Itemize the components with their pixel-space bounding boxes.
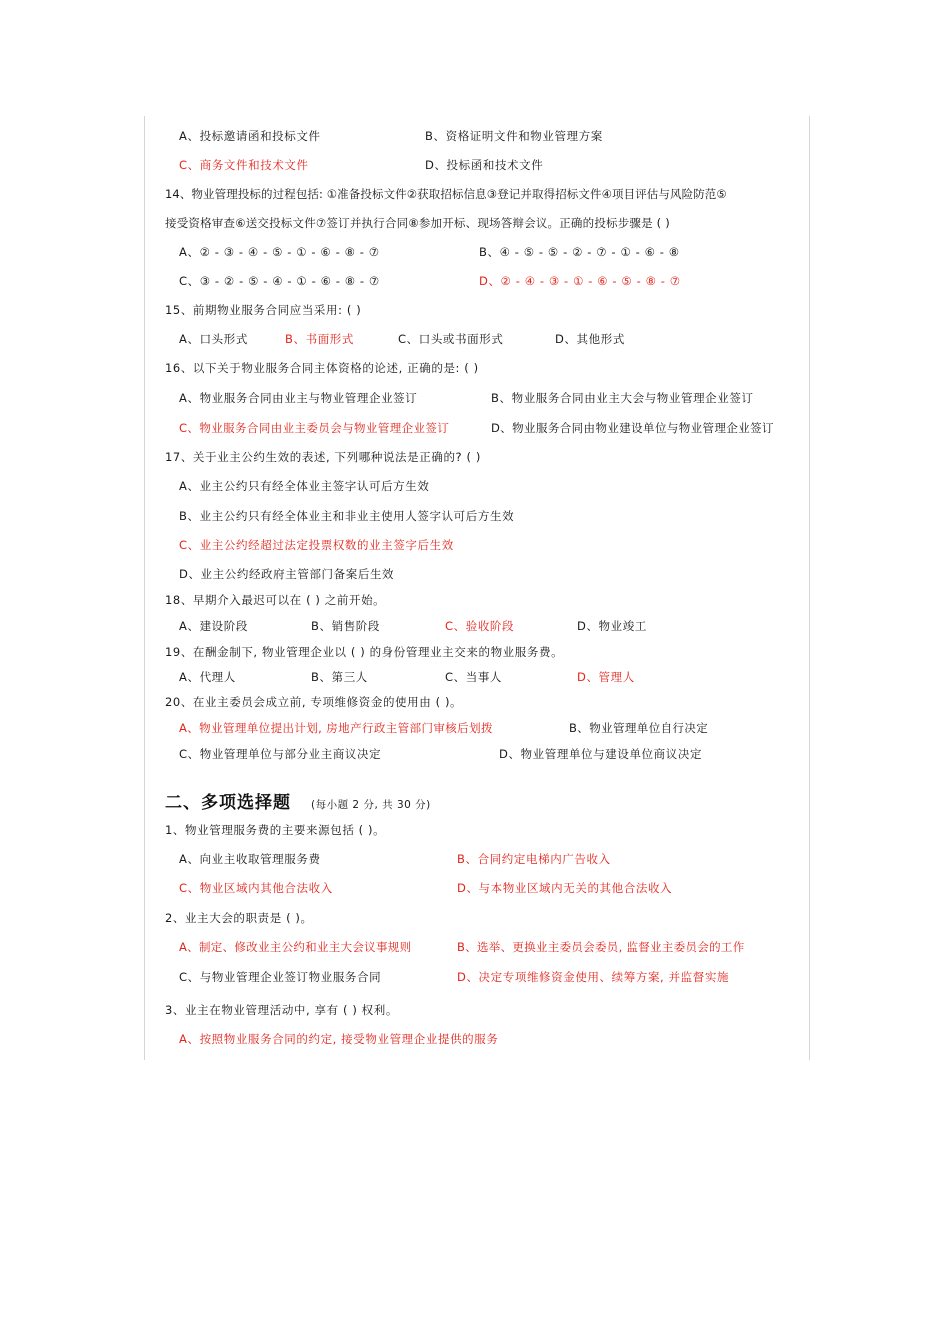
q17-option-c-answer: C、业主公约经超过法定投票权数的业主签字后生效: [179, 538, 454, 552]
q14-option-c: C、③ - ② - ⑤ - ④ - ① - ⑥ - ⑧ - ⑦: [179, 274, 380, 288]
m1-option-a: A、向业主收取管理服务费: [179, 852, 321, 866]
q16-option-b: B、物业服务合同由业主大会与物业管理企业签订: [491, 391, 754, 405]
m1-option-b-answer: B、合同约定电梯内广告收入: [457, 852, 611, 866]
m2-option-a-answer: A、制定、修改业主公约和业主大会议事规则: [179, 940, 412, 954]
q15-option-c: C、口头或书面形式: [398, 332, 504, 346]
q20-option-d: D、物业管理单位与建设单位商议决定: [499, 747, 703, 761]
m2-option-c: C、与物业管理企业签订物业服务合同: [179, 970, 382, 984]
q18-option-a: A、建设阶段: [179, 619, 248, 633]
q20-option-a-answer: A、物业管理单位提出计划, 房地产行政主管部门审核后划拨: [179, 721, 493, 735]
m2-option-b-answer: B、选举、更换业主委员会委员, 监督业主委员会的工作: [457, 940, 745, 954]
q14-option-a: A、② - ③ - ④ - ⑤ - ① - ⑥ - ⑧ - ⑦: [179, 245, 380, 259]
q15-option-b-answer: B、书面形式: [285, 332, 354, 346]
q13-option-a: A、投标邀请函和投标文件: [179, 129, 321, 143]
q16-option-c-answer: C、物业服务合同由业主委员会与物业管理企业签订: [179, 421, 450, 435]
q19-option-b: B、第三人: [311, 670, 368, 684]
m1-option-d-answer: D、与本物业区域内无关的其他合法收入: [457, 881, 673, 895]
q14-option-d-answer: D、② - ④ - ③ - ① - ⑥ - ⑤ - ⑧ - ⑦: [479, 274, 681, 288]
m1-option-c-answer: C、物业区域内其他合法收入: [179, 881, 333, 895]
m2-option-d-answer: D、决定专项维修资金使用、续筹方案, 并监督实施: [457, 970, 730, 984]
q18-option-c-answer: C、验收阶段: [445, 619, 515, 633]
q17-option-b: B、业主公约只有经全体业主和非业主使用人签字认可后方生效: [179, 509, 515, 523]
q16-option-d: D、物业服务合同由物业建设单位与物业管理企业签订: [491, 421, 774, 435]
q18-option-d: D、物业竣工: [577, 619, 647, 633]
q19-option-d-answer: D、管理人: [577, 670, 635, 684]
q20-option-b: B、物业管理单位自行决定: [569, 721, 709, 735]
q18-option-b: B、销售阶段: [311, 619, 380, 633]
q16-option-a: A、物业服务合同由业主与物业管理企业签订: [179, 391, 418, 405]
q15-option-d: D、其他形式: [555, 332, 625, 346]
q17-option-d: D、业主公约经政府主管部门备案后生效: [179, 567, 395, 581]
m3-option-a-answer: A、按照物业服务合同的约定, 接受物业管理企业提供的服务: [179, 1032, 499, 1046]
q13-option-b: B、资格证明文件和物业管理方案: [425, 129, 603, 143]
q13-option-d: D、投标函和技术文件: [425, 158, 544, 172]
q19-option-c: C、当事人: [445, 670, 503, 684]
q15-option-a: A、口头形式: [179, 332, 248, 346]
q20-option-c: C、物业管理单位与部分业主商议决定: [179, 747, 382, 761]
q13-option-c-answer: C、商务文件和技术文件: [179, 158, 309, 172]
q14-option-b: B、④ - ⑤ - ⑤ - ② - ⑦ - ① - ⑥ - ⑧: [479, 245, 680, 259]
document-page: A、投标邀请函和投标文件 B、资格证明文件和物业管理方案 C、商务文件和技术文件 D、投标函和技术文件 14、物业管理投标的过程包括: ①准备投标文件②获取招标信息③登记并取得招标文件④项目评估与风险防范⑤ 接受资格审查⑥送交投标文件⑦签订并执行合同⑧参加开标、现场答辩会议。正确的投标步骤是 ( ) A、② - ③ - ④ - ⑤ - ① - ⑥ - ⑧ - ⑦ B、④ - ⑤ - ⑤ - ② - ⑦ - ① - ⑥ - ⑧ C、③ - ② - ⑤ - ④ - ① - ⑥ - ⑧ - ⑦ D、② - ④ - ③ - ① - ⑥ - ⑤ - ⑧ - ⑦ 15、前期物业服务合同应当采用: ( ) A、口头形式 B、书面形式 C、口头或书面形式 D、其他形式 16、以下关于物业服务合同主体资格的论述, 正确的是: ( ) A、物业服务合同由业主与物业管理企业签订 B、物业服务合同由业主大会与物业管理企业签订 C、物业服务合同由业主委员会与物业管理企业签订 D、物业服务合同由物业建设单位与物业管理企业签订 17、关于业主公约生效的表述, 下列哪种说法是正确的? ( ) A、业主公约只有经全体业主签字认可后方生效 B、业主公约只有经全体业主和非业主使用人签字认可后方生效 C、业主公约经超过法定投票权数的业主签字后生效 D、业主公约经政府主管部门备案后生效 18、早期介入最迟可以在 ( ) 之前开始。 A、建设阶段 B、销售阶段 C、验收阶段 D、物业竣工 19、在酬金制下, 物业管理企业以 ( ) 的身份管理业主交来的物业服务费。 A、代理人 B、第三人 C、当事人 D、管理人 20、在业主委员会成立前, 专项维修资金的使用由 ( )。 A、物业管理单位提出计划, 房地产行政主管部门审核后划拨 B、物业管理单位自行决定 C、物业管理单位与部分业主商议决定 D、物业管理单位与建设单位商议决定 二、多项选择题 (每小题 2 分, 共 30 分) 1、物业管理服务费的主要来源包括 ( )。 A、向业主收取管理服务费 B、合同约定电梯内广告收入 C、物业区域内其他合法收入 D、与本物业区域内无关的其他合法收入 2、业主大会的职责是 ( )。 A、制定、修改业主公约和业主大会议事规则 B、选举、更换业主委员会委员, 监督业主委员会的工作 C、与物业管理企业签订物业服务合同 D、决定专项维修资金使用、续筹方案, 并监督实施 3、业主在物业管理活动中, 享有 ( ) 权利。 A、按照物业服务合同的约定, 接受物业管理企业提供的服务: [144, 116, 810, 1060]
section-scoring-note: (每小题 2 分, 共 30 分): [311, 799, 431, 811]
q19-option-a: A、代理人: [179, 670, 236, 684]
section-title: 二、多项选择题: [165, 793, 291, 813]
q17-option-a: A、业主公约只有经全体业主签字认可后方生效: [179, 479, 430, 493]
